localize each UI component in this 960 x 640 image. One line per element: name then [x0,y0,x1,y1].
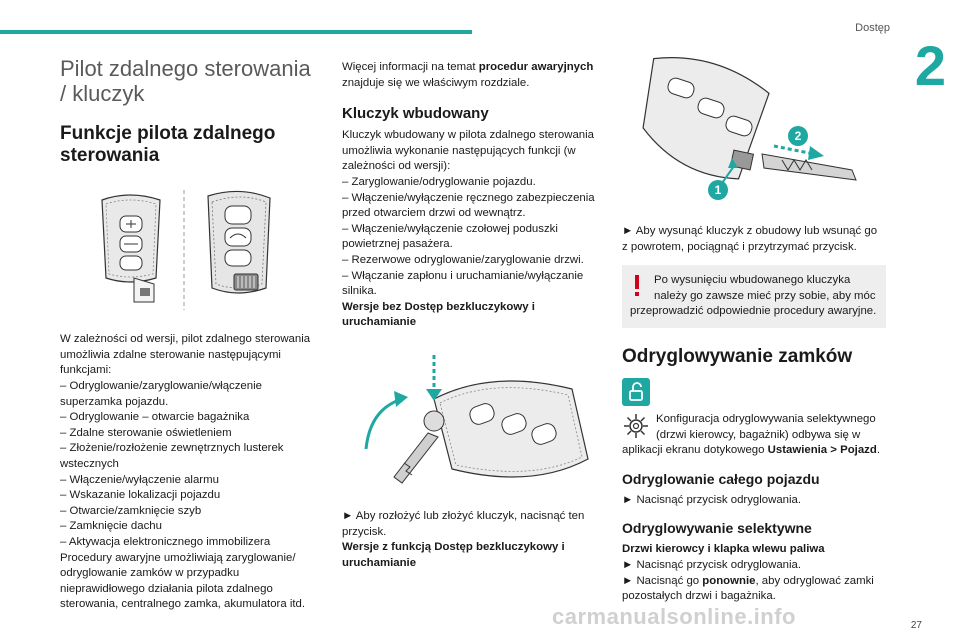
subhead-without-keyless-cont: uruchamianie [342,316,417,329]
list-item: wstecznych [60,457,119,470]
config-text-end [622,443,886,459]
config-text-period: . [876,444,881,457]
list-item: – Włączenie/wyłączenie czołowej poduszki [342,222,558,235]
list-item: – Włączenie/wyłączenie alarmu [60,473,219,486]
flip-key-instruction-cont: przycisk. [342,525,387,538]
key-fob-icon [60,182,322,324]
page-title: Pilot zdalnego sterowania / kluczyk [60,56,311,107]
list-item: – Włączenie/wyłączenie ręcznego zabezpieczenia [342,191,595,204]
subhead-with-keyless-cont: uruchamianie [342,556,417,569]
flip-key-icon [342,339,600,499]
remote-keys-illustration [60,182,322,324]
text-line: odryglowanie zamków w przypadku [60,567,240,580]
emergency-key-icon [622,50,886,210]
text-line: W zależności od wersji, pilot zdalnego sterowania [60,333,311,346]
list-item: – Wskazanie lokalizacji pojazdu [60,489,221,502]
text-line: sterowania, centralnego zamka, akumulatora itd. [60,598,306,611]
list-item: silnika. [342,285,377,298]
settings-path: Ustawienia > Pojazd [767,444,877,457]
list-item: – Włączanie zapłonu i uruchamianie/wyłączanie [342,269,584,282]
warning-box [622,265,886,328]
selective-unlock-heading: Odryglowywanie selektywne [622,520,812,537]
warning-text-cont: należy go zawsze mieć przy sobie, aby móc [654,289,876,302]
list-item: – Zdalne sterowanie oświetleniem [60,426,232,439]
intro-text-cont: znajduje się we właściwym rozdziale. [342,76,530,89]
callout-1: 1 [714,183,722,197]
column-1 [60,50,322,613]
section-heading: Funkcje pilota zdalnego sterowania [60,122,276,167]
warning-text: Po wysunięciu wbudowanego kluczyka [654,274,851,287]
unlock-icon [622,378,650,406]
config-text-block [656,412,876,443]
list-item: – Rezerwowe odryglowanie/zaryglowanie drzwi. [342,253,584,266]
text-line: zależności od wersji): [342,160,451,173]
chapter-number: 2 [914,34,946,97]
config-text-cont: (drzwi kierowcy, bagażnik) odbywa się w [656,428,861,441]
column-3 [622,50,886,605]
subhead-without-keyless: Wersje bez Dostęp bezkluczykowy i [342,300,535,313]
text-line: umożliwia zdalne sterowanie następującymi [60,348,281,361]
list-item: – Zamknięcie dachu [60,520,162,533]
selective-instruction-3: pozostałych drzwi i bagażnika. [622,590,776,603]
exclamation-icon [630,275,644,297]
page-number: 27 [910,620,922,631]
column-2 [342,60,600,571]
list-item: – Odryglowanie/zaryglowanie/włączenie [60,379,262,392]
config-note [622,412,886,443]
col1-text [60,332,322,613]
list-item: – Otwarcie/zamknięcie szyb [60,504,202,517]
config-text-pre: aplikacji ekranu dotykowego [622,444,768,457]
emergency-procedures-ref: procedur awaryjnych [478,61,594,73]
warning-text-end: przeprowadzić odpowiednie procedury awaryjne. [630,305,877,318]
full-unlock-instruction: ► Nacisnąć przycisk odryglowania. [622,493,802,506]
full-unlock-heading: Odryglowanie całego pojazdu [622,470,820,487]
watermark: carmanualsonline.info [552,604,796,629]
intro-text-pre: Więcej informacji na temat [342,61,479,73]
gear-icon [622,412,650,440]
list-item: – Złożenie/rozłożenie zewnętrznych lusterek [60,442,284,455]
text-line: Kluczyk wbudowany w pilota zdalnego sterowania [342,129,595,142]
intro-text [342,60,600,76]
top-accent-bar [0,30,472,34]
selective-instruction-2 [622,574,886,590]
text-line: nieprawidłowego działania pilota zdalnego [60,582,273,595]
list-item: superzamka pojazdu. [60,395,169,408]
text-line: funkcjami: [60,364,112,377]
selective-instruction-2-post: , aby odryglować zamki [755,574,874,587]
flip-key-instruction: ► Aby rozłożyć lub złożyć kluczyk, nacisnąć ten [342,509,585,522]
list-item: przed otwarciem drzwi od wewnątrz. [342,207,526,220]
subhead-with-keyless: Wersje z funkcją Dostęp bezkluczykowy i [342,541,565,554]
list-item: – Zaryglowanie/odryglowanie pojazdu. [342,175,536,188]
integrated-key-heading: Kluczyk wbudowany [342,105,489,123]
text-line: umożliwia wykonanie następujących funkcji (w [342,144,576,157]
unlocking-heading: Odryglowywanie zamków [622,345,853,367]
section-title: Dostęp [855,22,890,34]
driver-door-label: Drzwi kierowcy i klapka wlewu paliwa [622,543,825,556]
selective-instruction-2-pre: ► Nacisnąć go [622,574,703,587]
selective-instruction-1: ► Nacisnąć przycisk odryglowania. [622,558,802,571]
config-text: Konfiguracja odryglowywania selektywnego [656,412,876,425]
list-item: powietrznej pasażera. [342,238,453,251]
again-emphasis: ponownie [702,574,756,587]
extract-key-illustration [622,50,886,210]
list-item: – Odryglowanie – otwarcie bagażnika [60,411,250,424]
callout-2: 2 [794,129,802,143]
text-line: Procedury awaryjne umożliwiają zaryglowanie/ [60,551,296,564]
padlock-open-icon [626,382,646,402]
extract-key-instruction-cont: z powrotem, pociągnąć i przytrzymać przycisk. [622,240,857,253]
list-item: – Aktywacja elektronicznego immobilizera [60,535,271,548]
flip-key-illustration [342,339,600,499]
extract-key-instruction: ► Aby wysunąć kluczyk z obudowy lub wsunąć go [622,225,878,237]
